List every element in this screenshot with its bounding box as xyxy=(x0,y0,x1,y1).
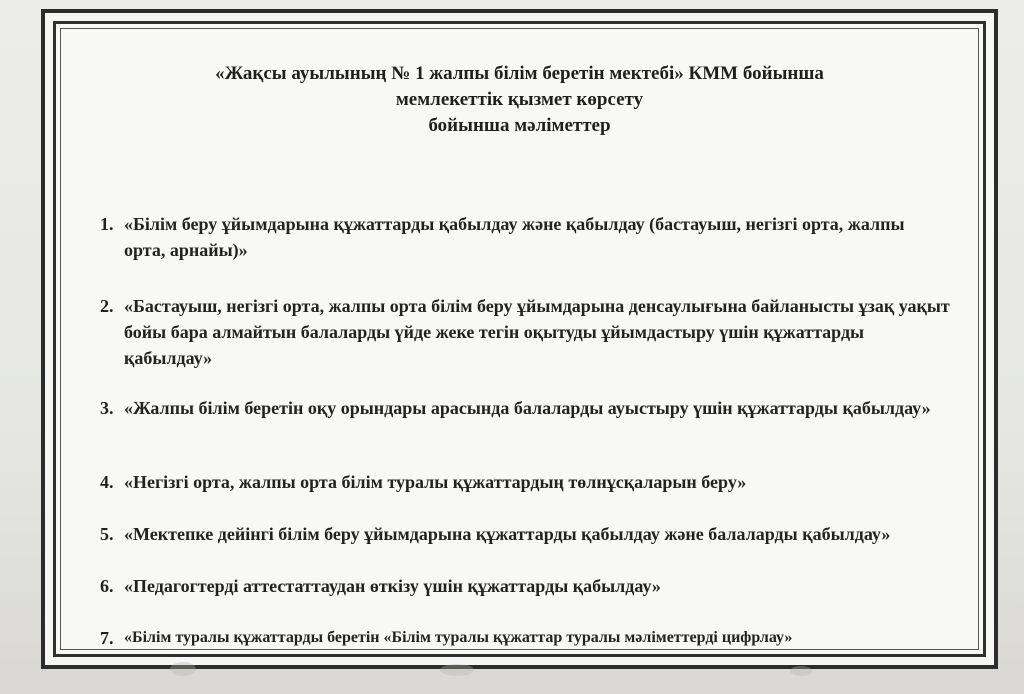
item-number: 5. xyxy=(100,524,114,544)
item-number: 4. xyxy=(100,472,114,492)
item-number: 7. xyxy=(100,628,114,648)
header-line-1: «Жақсы ауылының № 1 жалпы білім беретін мектебі» КММ бойынша xyxy=(215,63,824,84)
item-text: «Жалпы білім беретін оқу орындары арасында балаларды ауыстыру үшін құжаттарды қабылдау» xyxy=(124,398,931,418)
item-text: «Білім туралы құжаттарды беретін «Білім туралы құжаттар туралы мәліметтерді цифрлау» xyxy=(124,629,793,646)
item-number: 1. xyxy=(100,214,114,234)
header-line-3: бойынша мәліметтер xyxy=(428,115,611,136)
document-frame xyxy=(41,9,998,669)
item-text: «Мектепке дейінгі білім беру ұйымдарына құжаттарды қабылдау және балаларды қабылдау» xyxy=(124,524,891,544)
paper-stain xyxy=(170,662,196,676)
paper-stain xyxy=(790,666,812,676)
item-number: 3. xyxy=(100,398,114,418)
item-number: 2. xyxy=(100,296,114,316)
item-text: «Білім беру ұйымдарына құжаттарды қабылдау және қабылдау (бастауыш, негізгі орта, жалпы орта, арнайы)» xyxy=(124,214,905,260)
item-text: «Негізгі орта, жалпы орта білім туралы құжаттардың төлнұсқаларын беру» xyxy=(124,472,747,492)
paper-stain xyxy=(440,664,474,676)
header-line-2: мемлекеттік қызмет көрсету xyxy=(395,89,644,110)
document-header xyxy=(45,61,994,139)
item-text: «Бастауыш, негізгі орта, жалпы орта білім беру ұйымдарына денсаулығына байланысты ұзақ уақыт бойы бара алмайтын балаларды үйде жеке тегін оқытуды ұйымдастыру үшін құжаттарды қабылдау» xyxy=(124,296,950,368)
item-text: «Педагогтерді аттестаттаудан өткізу үшін құжаттарды қабылдау» xyxy=(124,576,661,596)
item-number: 6. xyxy=(100,576,114,596)
